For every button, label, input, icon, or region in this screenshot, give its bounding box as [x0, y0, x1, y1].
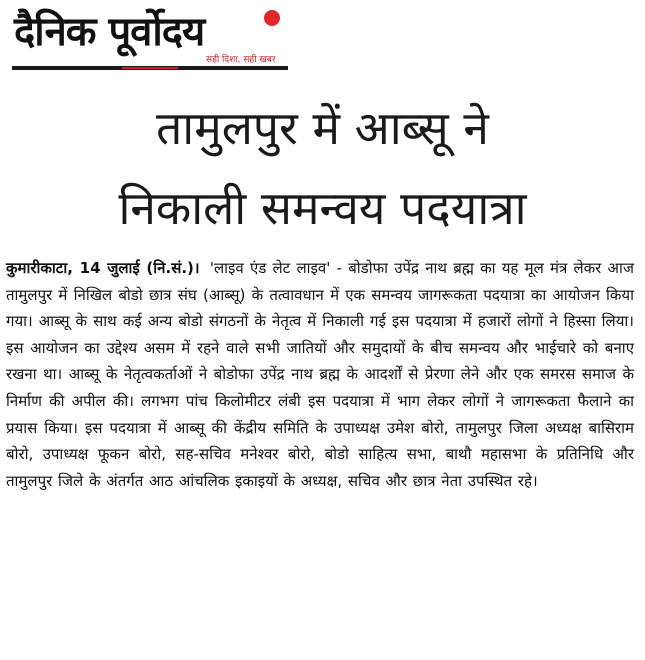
headline-line-1: तामुलपुर में आब्सू ने: [156, 101, 489, 155]
masthead: [12, 6, 288, 72]
headline-line-2: निकाली समन्वय पदयात्रा: [118, 181, 527, 235]
masthead-accent-rule: [122, 67, 178, 69]
dateline: कुमारीकाटा, 14 जुलाई (नि.सं.)।: [6, 259, 200, 277]
newspaper-logo: दैनिक पूर्वोदय: [14, 9, 205, 55]
article-text: 'लाइव एंड लेट लाइव' - बोडोफा उपेंद्र नाथ ब्रह्म का यह मूल मंत्र लेकर आज तामुलपुर में निखिल बोडो छात्र संघ (आब्सू) के तत्वावधान में एक समन्वय जागरूकता पदयात्रा का आयोजन किया गया। आब्सू के साथ कई अन्य बोडो संगठनों के नेतृत्व में निकाली गई इस पदयात्रा में हजारों लोगों ने हिस्सा लिया। इस आयोजन का उद्देश्य असम में रहने वाले सभी जातियों और समुदायों के बीच समन्वय और भाईचारे को बनाए रखना था। आब्सू के नेतृत्वकर्ताओं ने बोडोफा उपेंद्र नाथ ब्रह्म के आदर्शों से प्रेरणा लेने और एक समरस समाज के निर्माण की अपील की। लगभग पांच किलोमीटर लंबी इस पदयात्रा में भाग लेकर लोगों ने जागरूकता फैलाने का प्रयास किया। इस पदयात्रा में आब्सू की केंद्रीय समिति के उपाध्यक्ष उमेश बोरो, तामुलपुर जिला अध्यक्ष बासिराम बोरो, उपाध्यक्ष फूकन बोरो, सह-सचिव मनेश्वर बोरो, बोडो साहित्य सभा, बाथौ महासभा के प्रतिनिधि और तामुलपुर जिले के अंतर्गत आठ आंचलिक इकाइयों के अध्यक्ष, सचिव और छात्र नेता उपस्थित रहे।: [6, 259, 634, 490]
headline: [0, 88, 645, 248]
tagline: सही दिशा, सही खबर: [206, 55, 276, 65]
logo-dot-icon: [264, 10, 280, 26]
article-body: [6, 255, 634, 494]
